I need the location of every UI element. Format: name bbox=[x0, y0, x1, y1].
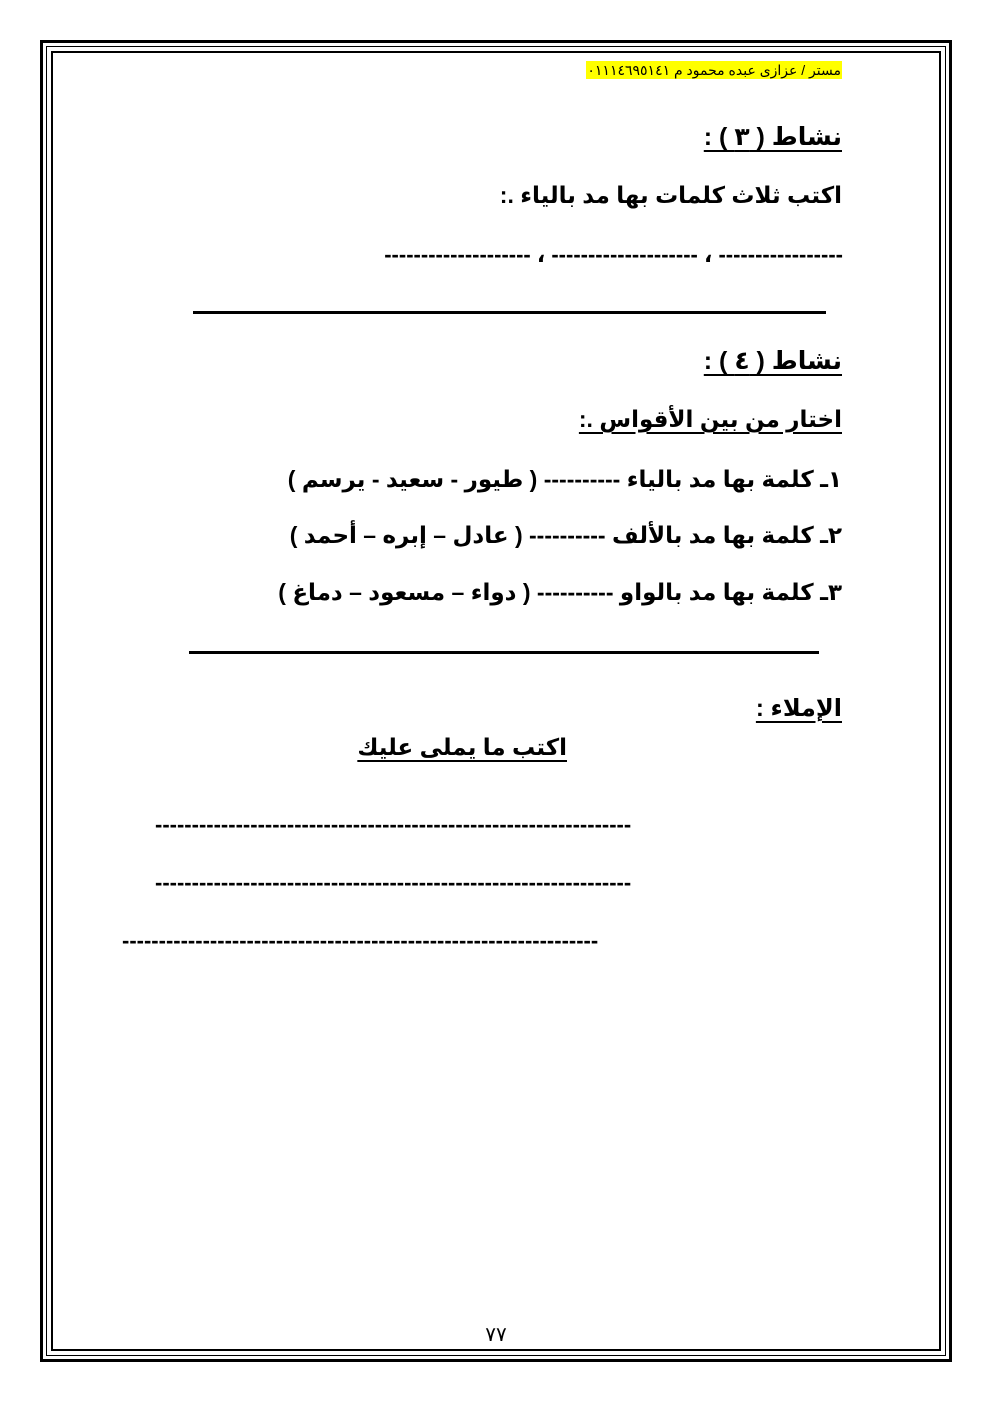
dictation-line-3[interactable]: ----------------------------------------------------------------- bbox=[122, 928, 599, 953]
dictation-line-1[interactable]: ----------------------------------------------------------------- bbox=[155, 812, 632, 837]
dictation-title: الإملاء : bbox=[755, 695, 842, 722]
activity-4-instruction: اختار من بين الأقواس .: bbox=[578, 406, 842, 432]
activity-4-item-2: ٢ـ كلمة بها مد بالألف ---------- ( عادل – إبره – أحمد ) bbox=[289, 522, 842, 548]
activity-3-instruction: اكتب ثلاث كلمات بها مد بالياء .: bbox=[499, 182, 842, 208]
page-number: ٧٧ bbox=[485, 1324, 507, 1346]
teacher-header: مستر / عزازى عبده محمود م ٠١١١٤٦٩٥١٤١ bbox=[587, 62, 841, 78]
section-divider bbox=[189, 651, 819, 654]
section-divider bbox=[193, 311, 826, 314]
dictation-instruction: اكتب ما يملى عليك bbox=[357, 734, 567, 760]
activity-4-title: نشاط ( ٤ ) : bbox=[703, 347, 842, 375]
activity-4-item-3: ٣ـ كلمة بها مد بالواو ---------- ( دواء – مسعود – دماغ ) bbox=[278, 579, 842, 605]
activity-3-title: نشاط ( ٣ ) : bbox=[703, 123, 842, 151]
activity-4-item-1: ١ـ كلمة بها مد بالياء ---------- ( طيور - سعيد - يرسم ) bbox=[287, 466, 842, 492]
activity-3-answer-line[interactable]: ----------------- ، -------------------- ، -------------------- bbox=[384, 242, 843, 267]
dictation-line-2[interactable]: ----------------------------------------------------------------- bbox=[155, 870, 632, 895]
